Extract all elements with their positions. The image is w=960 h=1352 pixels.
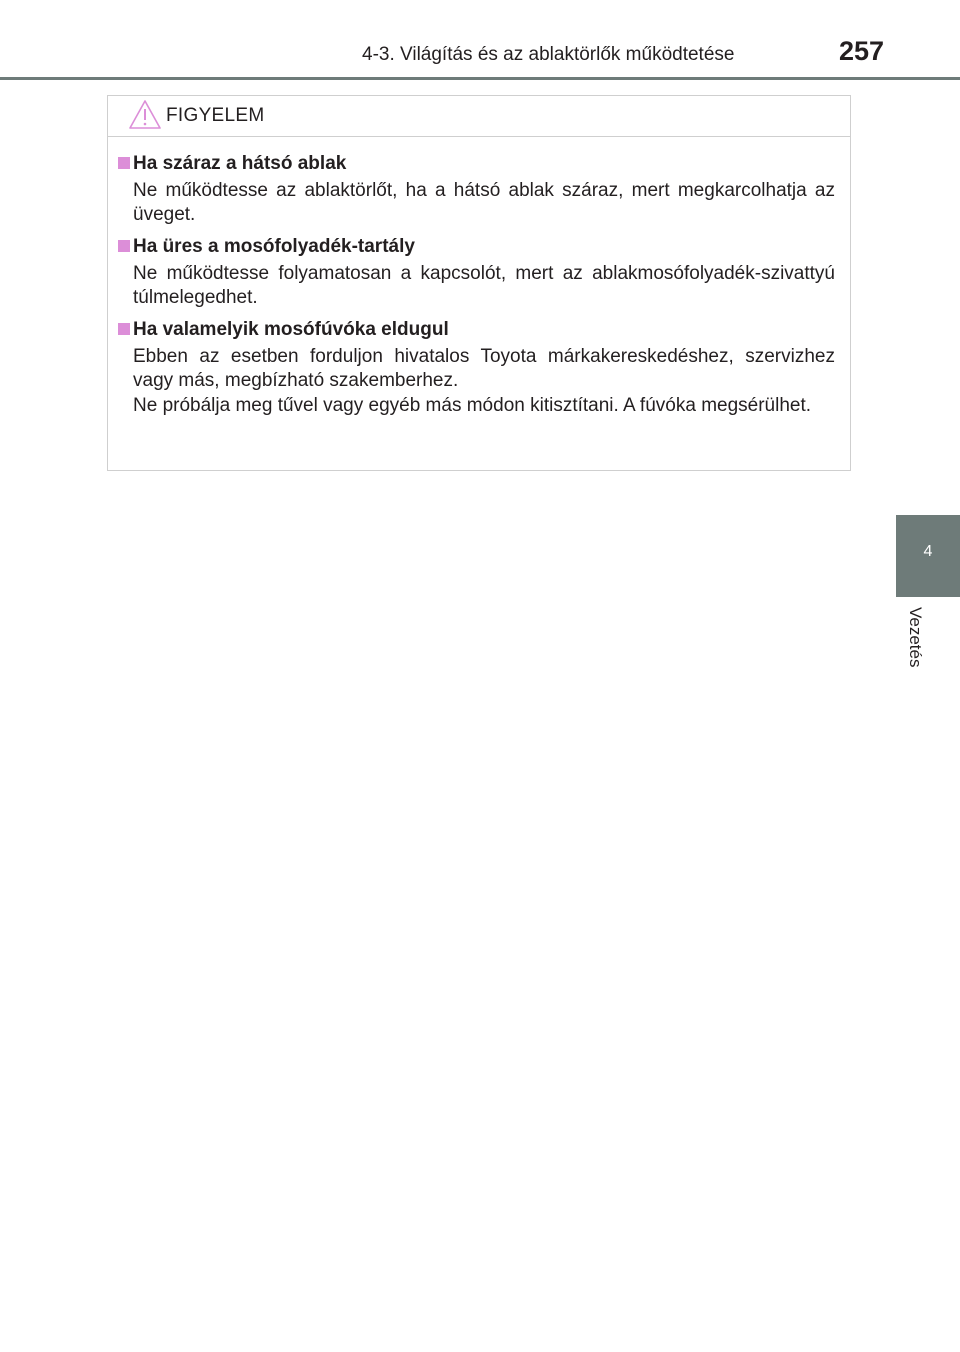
bullet-square-icon [118,323,130,335]
chapter-number: 4 [923,543,933,560]
bullet-square-icon [118,240,130,252]
warning-item [118,316,835,418]
warning-item-text: Ne működtesse az ablaktörlőt, ha a hátsó ablak száraz, mert megkarcolhatja az üveget. [133,180,835,225]
warning-item-heading [118,233,835,261]
chapter-tab [896,515,960,597]
warning-header [108,96,850,137]
warning-item-heading [118,150,835,178]
warning-item-heading-text: Ha üres a mosófolyadék-tartály [133,236,415,257]
warning-item [118,233,835,310]
warning-item [118,150,835,227]
chapter-label: Vezetés [906,607,925,668]
warning-triangle-icon [128,99,162,130]
warning-item-heading-text: Ha valamelyik mosófúvóka eldugul [133,319,449,340]
warning-title: FIGYELEM [166,105,265,126]
warning-body [108,137,850,418]
warning-item-text: Ne működtesse folyamatosan a kapcsolót, mert az ablakmosófolyadék-szivattyú túlmelegedhet. [133,263,835,308]
bullet-square-icon [118,157,130,169]
warning-item-heading [118,316,835,344]
warning-item-text: Ebben az esetben forduljon hivatalos Toyota márkakereskedéshez, szervizhez vagy más, megbízható szakemberhez. [133,346,835,391]
page-number: 257 [838,36,884,66]
warning-item-text: Ne próbálja meg tűvel vagy egyéb más módon kitisztítani. A fúvóka megsérülhet. [133,395,812,416]
warning-item-heading-text: Ha száraz a hátsó ablak [133,153,347,174]
warning-box [107,95,851,471]
header-rule [0,77,960,80]
section-title: 4-3. Világítás és az ablaktörlők működtetése [362,44,735,65]
